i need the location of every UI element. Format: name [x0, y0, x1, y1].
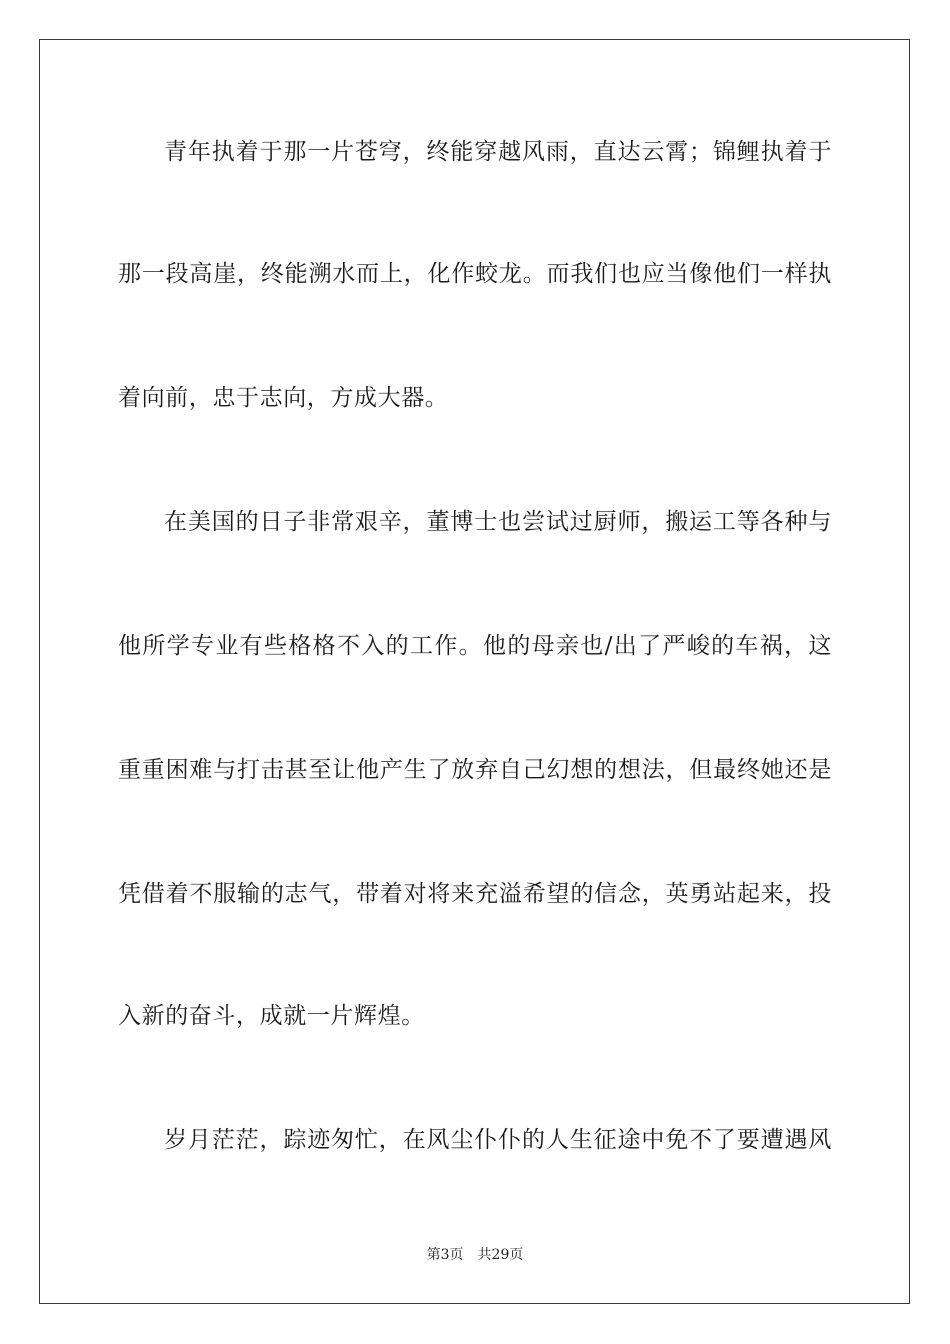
- paragraph-1-line-3: 着向前，忠于志向，方成大器。: [118, 385, 449, 411]
- paragraph-2-line-1: 在美国的日子非常艰辛，董博士也尝试过厨师，搬运工等各种与: [164, 509, 832, 535]
- page-footer: [0, 1246, 950, 1264]
- paragraph-2-line-4: 凭借着不服输的志气，带着对将来充溢希望的信念，英勇站起来，投: [118, 881, 832, 907]
- paragraph-1-line-2: 那一段高崖，终能溯水而上，化作蛟龙。而我们也应当像他们一样执: [118, 261, 832, 287]
- paragraph-2-line-2: 他所学专业有些格格不入的工作。他的母亲也/出了严峻的车祸，这: [118, 633, 832, 659]
- total-pages: 共29页: [477, 1247, 524, 1263]
- paragraph-2-line-5: 入新的奋斗，成就一片辉煌。: [118, 1003, 425, 1029]
- page-number: 第3页: [426, 1247, 464, 1263]
- paragraph-3-line-1: 岁月茫茫，踪迹匆忙，在风尘仆仆的人生征途中免不了要遭遇风: [164, 1127, 832, 1153]
- paragraph-1-line-1: 青年执着于那一片苍穹，终能穿越风雨，直达云霄；锦鲤执着于: [164, 139, 832, 165]
- paragraph-2-line-3: 重重困难与打击甚至让他产生了放弃自己幻想的想法，但最终她还是: [118, 757, 832, 783]
- page-frame: [39, 39, 910, 1304]
